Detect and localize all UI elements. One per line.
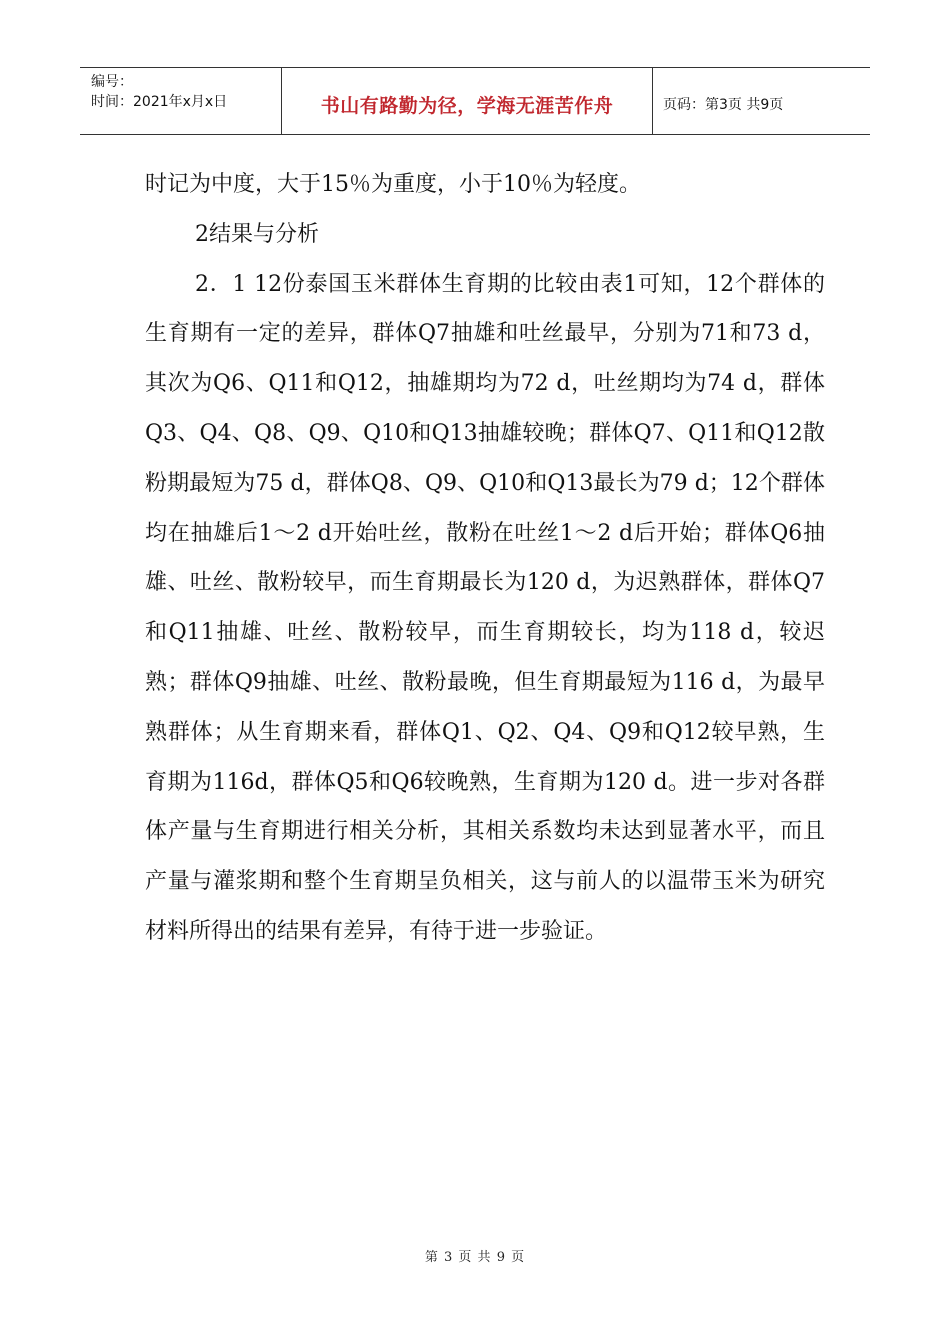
header-motto-cell	[282, 68, 653, 134]
document-number-label: 编号：	[91, 74, 133, 90]
header-meta-cell	[80, 68, 282, 134]
document-body	[145, 160, 825, 957]
document-date: 时间：2021年x月x日	[91, 94, 228, 110]
header-page-cell	[653, 71, 870, 137]
header-motto: 书山有路勤为径，学海无涯苦作舟	[320, 94, 614, 117]
section-heading: 2结果与分析	[195, 221, 319, 247]
page-header	[80, 67, 870, 135]
header-page-info: 页码：第3页 共9页	[663, 97, 784, 113]
main-paragraph: 2．1 12份泰国玉米群体生育期的比较由表1可知，12个群体的生育期有一定的差异，群体Q7抽雄和吐丝最早，分别为71和73 d，其次为Q6、Q11和Q12，抽雄期均为72 d，吐丝期均为74 d，群体Q3、Q4、Q8、Q9、Q10和Q13抽雄较晚；群体Q7、Q11和Q12散粉期最短为75 d，群体Q8、Q9、Q10和Q13最长为79 d；12个群体均在抽雄后1～2 d开始吐丝，散粉在吐丝1～2 d后开始；群体Q6抽雄、吐丝、散粉较早，而生育期最长为120 d，为迟熟群体，群体Q7和Q11抽雄、吐丝、散粉较早，而生育期较长，均为118 d，较迟熟；群体Q9抽雄、吐丝、散粉最晚，但生育期最短为116 d，为最早熟群体；从生育期来看，群体Q1、Q2、Q4、Q9和Q12较早熟，生育期为116d，群体Q5和Q6较晚熟，生育期为120 d。进一步对各群体产量与生育期进行相关分析，其相关系数均未达到显著水平，而且产量与灌浆期和整个生育期呈负相关，这与前人的以温带玉米为研究材料所得出的结果有差异，有待于进一步验证。	[145, 271, 825, 944]
intro-line: 时记为中度，大于15％为重度，小于10％为轻度。	[145, 172, 641, 197]
page-footer: 第 3 页 共 9 页	[424, 1250, 526, 1265]
